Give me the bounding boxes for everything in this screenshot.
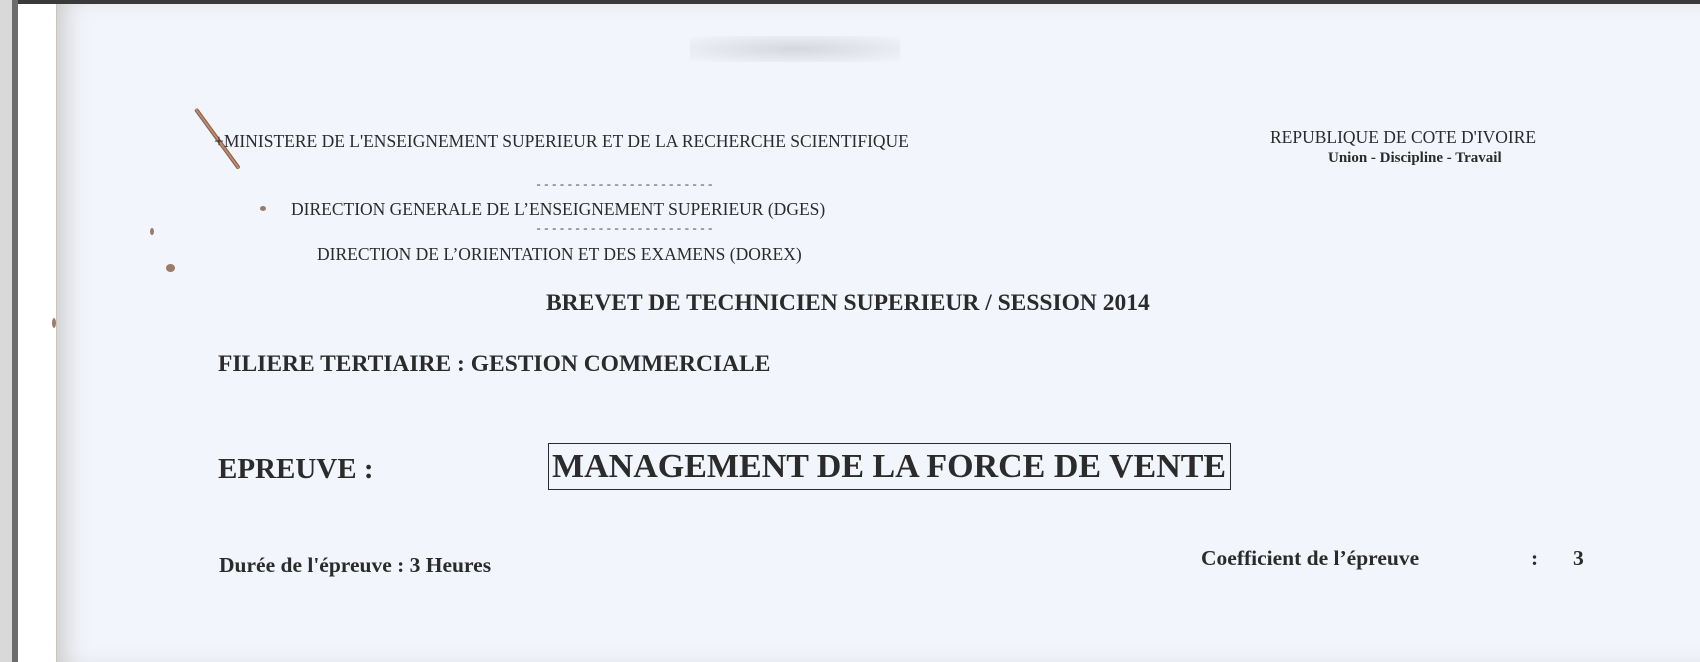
stain-spot [166, 264, 175, 272]
dorex-heading: DIRECTION DE L’ORIENTATION ET DES EXAMENS (DOREX) [317, 244, 802, 264]
exam-title: BREVET DE TECHNICIEN SUPERIEUR / SESSION 2014 [546, 290, 1150, 316]
epreuve-label: EPREUVE : [218, 453, 374, 485]
dges-heading: DIRECTION GENERALE DE L’ENSEIGNEMENT SUPERIEUR (DGES) [291, 199, 826, 219]
ink-smudge [690, 36, 900, 62]
epreuve-title-box: MANAGEMENT DE LA FORCE DE VENTE [548, 443, 1231, 490]
coefficient-value: 3 [1573, 546, 1584, 570]
republic-heading: REPUBLIQUE DE COTE D'IVOIRE [1270, 127, 1537, 147]
separator-line: ----------------------- [535, 222, 715, 236]
ministry-heading: +MINISTERE DE L'ENSEIGNEMENT SUPERIEUR ET DE LA RECHERCHE SCIENTIFIQUE [214, 131, 909, 151]
national-motto: Union - Discipline - Travail [1328, 150, 1502, 166]
filiere-line: FILIERE TERTIAIRE : GESTION COMMERCIALE [218, 351, 771, 377]
separator-line: ----------------------- [535, 178, 715, 192]
scan-left-margin [0, 0, 12, 662]
stain-spot [150, 228, 154, 235]
duration-line: Durée de l'épreuve : 3 Heures [219, 553, 492, 577]
coefficient-colon: : [1531, 546, 1539, 570]
scan-left-shadow [12, 0, 18, 662]
stain-spot [260, 206, 266, 211]
coefficient-label: Coefficient de l’épreuve [1201, 546, 1420, 570]
stain-spot [52, 318, 56, 328]
